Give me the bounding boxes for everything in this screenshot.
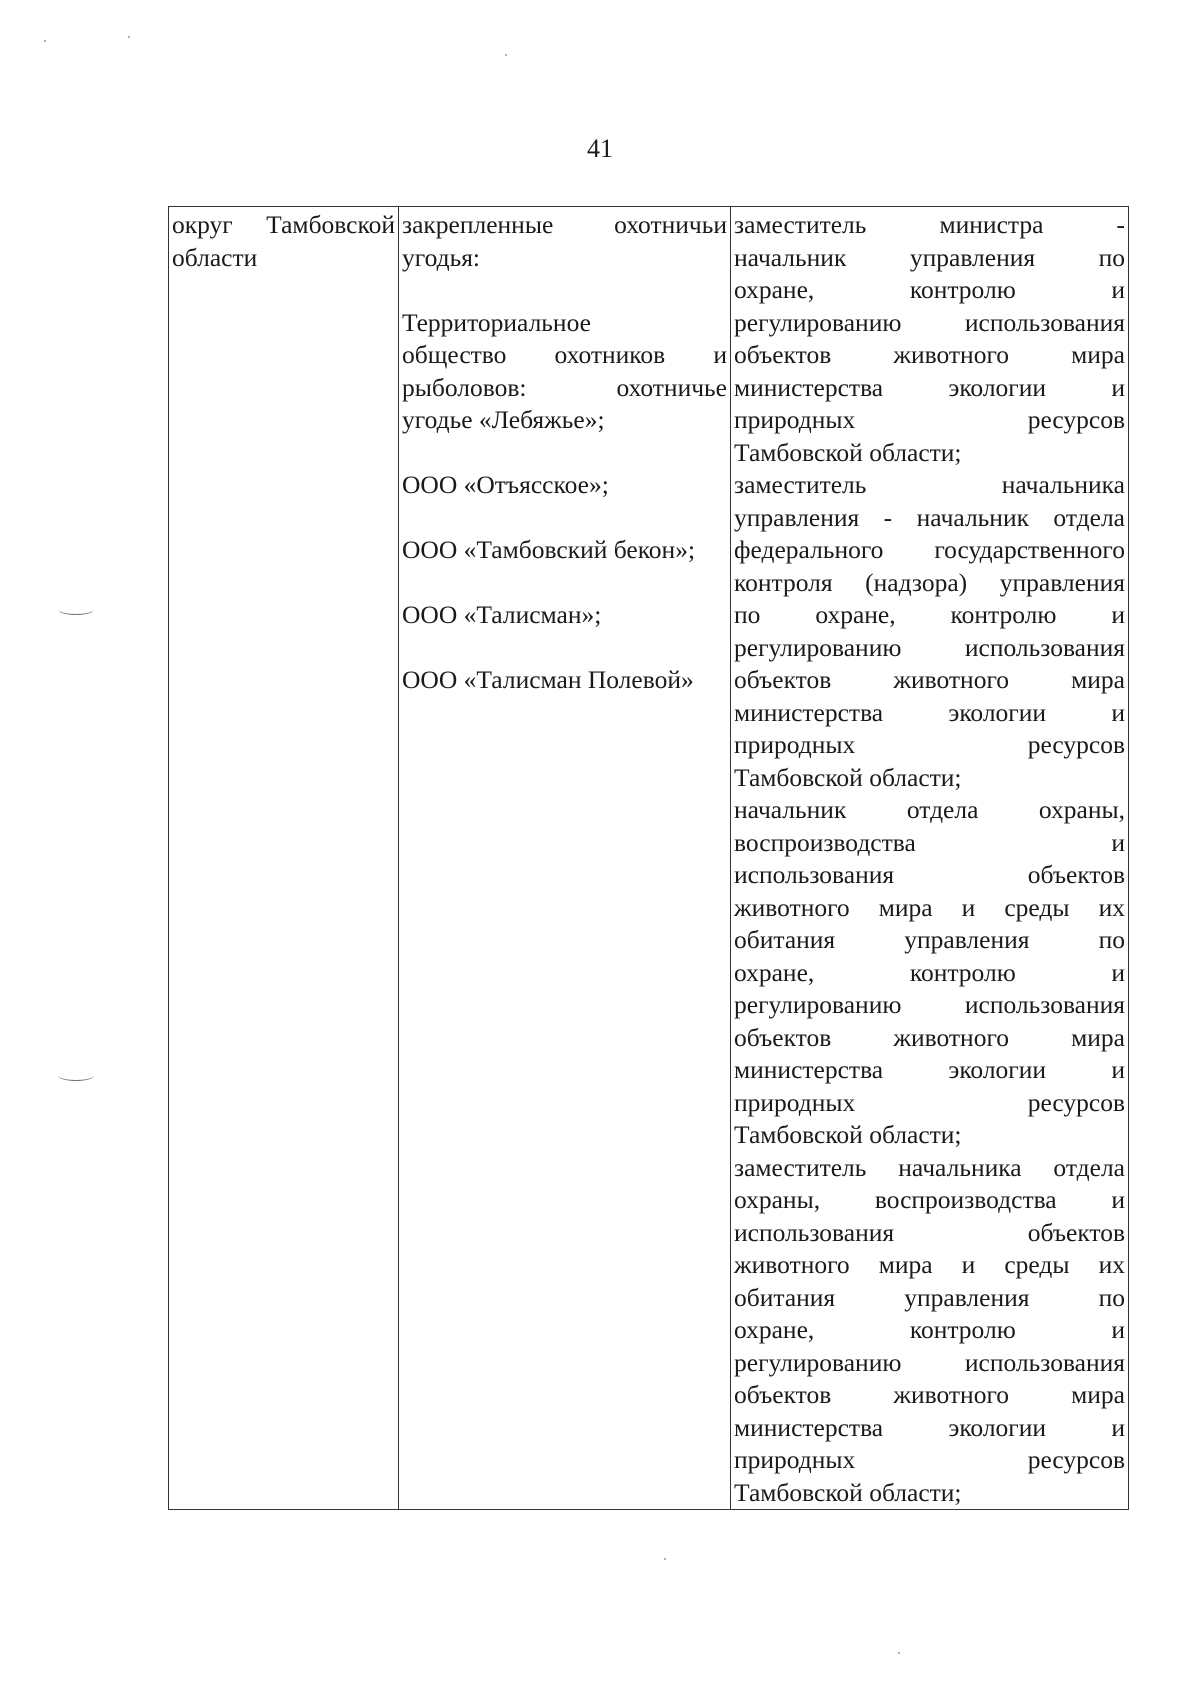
officials-line: заместитель министра -	[734, 210, 1125, 239]
officials-line: контроля (надзора) управления	[734, 567, 1125, 597]
officials-line: объектов животного мира	[734, 1022, 1125, 1052]
officials-line: обитания управления по	[734, 925, 1125, 954]
officials-line: объектов животного мира	[734, 1380, 1125, 1409]
scan-speck	[505, 54, 507, 56]
officials-line: охране, контролю и	[734, 275, 1125, 304]
grounds-line: ООО «Талисман»;	[402, 600, 602, 629]
officials-line: охране, контролю и	[734, 957, 1125, 987]
grounds-line: Территориальное	[402, 307, 591, 337]
hunting-grounds-cell	[399, 207, 731, 1510]
district-cell	[169, 207, 399, 1510]
officials-line: обитания управления по	[734, 1282, 1125, 1312]
grounds-line: ООО «Талисман Полевой»	[402, 665, 694, 694]
officials-line: регулированию использования	[734, 990, 1125, 1019]
officials-line: министерства экологии и	[734, 1412, 1125, 1442]
officials-line: Тамбовской области;	[734, 1120, 962, 1149]
scan-speck	[128, 36, 130, 38]
officials-line: начальник управления по	[734, 242, 1125, 272]
officials-cell	[731, 207, 1129, 1510]
punch-hole-mark	[58, 1070, 94, 1081]
grounds-line: ООО «Отъясское»;	[402, 470, 609, 499]
officials-line: природных ресурсов	[734, 1087, 1125, 1117]
officials-line: использования объектов	[734, 860, 1125, 889]
scan-speck	[664, 1558, 666, 1560]
page-number: 41	[587, 134, 613, 163]
officials-line: использования объектов	[734, 1217, 1125, 1247]
officials-line: федерального государственного	[734, 535, 1125, 564]
officials-line: природных ресурсов	[734, 405, 1125, 434]
district-line: округ Тамбовской	[172, 210, 395, 239]
scan-speck	[44, 40, 46, 42]
officials-line: регулированию использования	[734, 632, 1125, 662]
officials-line: министерства экологии и	[734, 697, 1125, 727]
officials-line: природных ресурсов	[734, 730, 1125, 759]
officials-line: охраны, воспроизводства и	[734, 1185, 1125, 1214]
officials-line: управления - начальник отдела	[734, 502, 1125, 532]
officials-line: регулированию использования	[734, 307, 1125, 337]
officials-line: объектов животного мира	[734, 340, 1125, 369]
officials-line: природных ресурсов	[734, 1445, 1125, 1474]
table-row	[169, 207, 1129, 1510]
officials-line: министерства экологии и	[734, 1055, 1125, 1084]
responsibility-table	[168, 206, 1129, 1510]
officials-line: начальник отдела охраны,	[734, 795, 1125, 824]
grounds-line: закрепленные охотничьи	[402, 210, 727, 239]
grounds-line: общество охотников и	[402, 340, 727, 369]
grounds-line: ООО «Тамбовский бекон»;	[402, 535, 696, 564]
officials-line: объектов животного мира	[734, 665, 1125, 694]
officials-line: по охране, контролю и	[734, 600, 1125, 629]
punch-hole-mark	[58, 604, 94, 615]
grounds-line: угодье «Лебяжье»;	[402, 405, 605, 434]
grounds-line: рыболовов: охотничье	[402, 372, 727, 402]
scan-speck	[898, 1652, 900, 1654]
district-line: области	[172, 242, 258, 272]
officials-line: охране, контролю и	[734, 1315, 1125, 1344]
officials-line: министерства экологии и	[734, 372, 1125, 402]
officials-line: заместитель начальника	[734, 470, 1125, 499]
officials-line: заместитель начальника отдела	[734, 1152, 1125, 1182]
officials-line: животного мира и среды их	[734, 1250, 1125, 1279]
officials-line: регулированию использования	[734, 1347, 1125, 1377]
grounds-line: угодья:	[402, 242, 481, 272]
officials-line: Тамбовской области;	[734, 1477, 962, 1507]
officials-line: животного мира и среды их	[734, 892, 1125, 922]
officials-line: Тамбовской области;	[734, 762, 962, 792]
officials-line: воспроизводства и	[734, 827, 1125, 857]
officials-line: Тамбовской области;	[734, 437, 962, 467]
